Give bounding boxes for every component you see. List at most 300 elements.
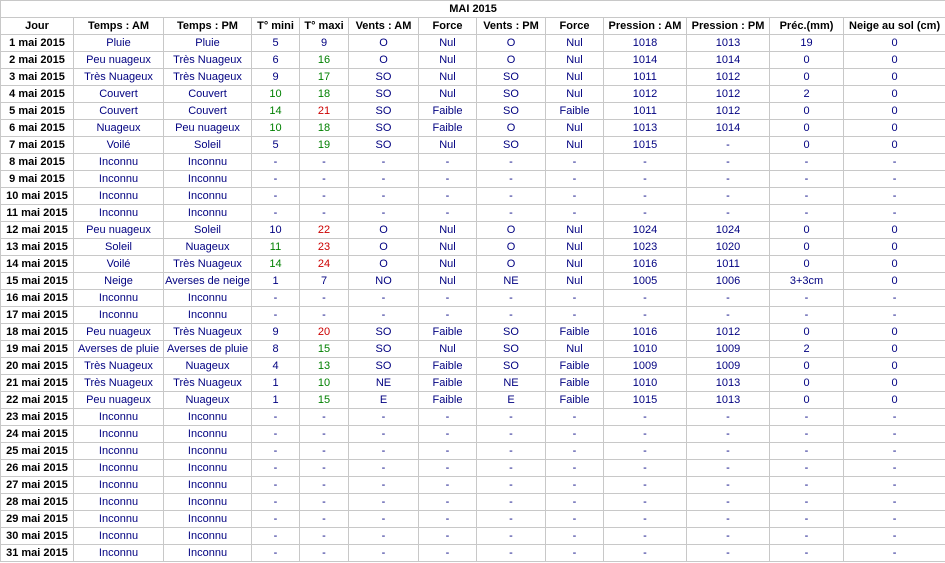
force-pm-cell[interactable]: Nul bbox=[546, 86, 604, 103]
temp-min-cell[interactable]: 9 bbox=[252, 324, 300, 341]
force-pm-cell[interactable]: Nul bbox=[546, 35, 604, 52]
day-cell[interactable]: 24 mai 2015 bbox=[1, 426, 74, 443]
weather-pm-cell[interactable]: Inconnu bbox=[164, 443, 252, 460]
precip-cell[interactable]: - bbox=[770, 154, 844, 171]
weather-pm-cell[interactable]: Inconnu bbox=[164, 426, 252, 443]
weather-am-cell[interactable]: Inconnu bbox=[74, 545, 164, 562]
temp-min-cell[interactable]: 5 bbox=[252, 35, 300, 52]
weather-am-cell[interactable]: Inconnu bbox=[74, 528, 164, 545]
day-cell[interactable]: 21 mai 2015 bbox=[1, 375, 74, 392]
pressure-am-cell[interactable]: - bbox=[604, 511, 687, 528]
temp-max-cell[interactable]: 15 bbox=[300, 341, 349, 358]
day-cell[interactable]: 18 mai 2015 bbox=[1, 324, 74, 341]
wind-pm-cell[interactable]: O bbox=[477, 222, 546, 239]
force-pm-cell[interactable]: - bbox=[546, 188, 604, 205]
precip-cell[interactable]: 0 bbox=[770, 375, 844, 392]
precip-cell[interactable]: 0 bbox=[770, 392, 844, 409]
weather-pm-cell[interactable]: Inconnu bbox=[164, 477, 252, 494]
force-am-cell[interactable]: Faible bbox=[419, 120, 477, 137]
day-cell[interactable]: 25 mai 2015 bbox=[1, 443, 74, 460]
pressure-pm-cell[interactable]: - bbox=[687, 426, 770, 443]
weather-pm-cell[interactable]: Couvert bbox=[164, 103, 252, 120]
force-am-cell[interactable]: Nul bbox=[419, 86, 477, 103]
snow-cell[interactable]: - bbox=[844, 205, 945, 222]
weather-pm-cell[interactable]: Inconnu bbox=[164, 545, 252, 562]
weather-pm-cell[interactable]: Inconnu bbox=[164, 409, 252, 426]
temp-max-cell[interactable]: 18 bbox=[300, 120, 349, 137]
pressure-am-cell[interactable]: - bbox=[604, 545, 687, 562]
force-pm-cell[interactable]: - bbox=[546, 426, 604, 443]
temp-min-cell[interactable]: - bbox=[252, 511, 300, 528]
force-pm-cell[interactable]: - bbox=[546, 477, 604, 494]
precip-cell[interactable]: 0 bbox=[770, 103, 844, 120]
temp-max-cell[interactable]: 21 bbox=[300, 103, 349, 120]
force-am-cell[interactable]: Faible bbox=[419, 375, 477, 392]
pressure-am-cell[interactable]: 1010 bbox=[604, 375, 687, 392]
day-cell[interactable]: 3 mai 2015 bbox=[1, 69, 74, 86]
force-pm-cell[interactable]: - bbox=[546, 528, 604, 545]
snow-cell[interactable]: 0 bbox=[844, 120, 945, 137]
force-am-cell[interactable]: - bbox=[419, 307, 477, 324]
snow-cell[interactable]: 0 bbox=[844, 52, 945, 69]
force-pm-cell[interactable]: - bbox=[546, 460, 604, 477]
day-cell[interactable]: 2 mai 2015 bbox=[1, 52, 74, 69]
wind-am-cell[interactable]: O bbox=[349, 239, 419, 256]
temp-max-cell[interactable]: - bbox=[300, 409, 349, 426]
weather-am-cell[interactable]: Nuageux bbox=[74, 120, 164, 137]
column-header[interactable]: T° maxi bbox=[300, 18, 349, 35]
wind-am-cell[interactable]: - bbox=[349, 307, 419, 324]
snow-cell[interactable]: 0 bbox=[844, 222, 945, 239]
snow-cell[interactable]: - bbox=[844, 188, 945, 205]
pressure-pm-cell[interactable]: 1012 bbox=[687, 103, 770, 120]
force-am-cell[interactable]: Nul bbox=[419, 256, 477, 273]
precip-cell[interactable]: - bbox=[770, 188, 844, 205]
day-cell[interactable]: 30 mai 2015 bbox=[1, 528, 74, 545]
force-am-cell[interactable]: - bbox=[419, 290, 477, 307]
wind-am-cell[interactable]: O bbox=[349, 222, 419, 239]
weather-pm-cell[interactable]: Inconnu bbox=[164, 460, 252, 477]
pressure-am-cell[interactable]: 1011 bbox=[604, 69, 687, 86]
precip-cell[interactable]: - bbox=[770, 205, 844, 222]
force-am-cell[interactable]: - bbox=[419, 494, 477, 511]
force-am-cell[interactable]: - bbox=[419, 154, 477, 171]
weather-am-cell[interactable]: Inconnu bbox=[74, 154, 164, 171]
weather-pm-cell[interactable]: Inconnu bbox=[164, 307, 252, 324]
pressure-pm-cell[interactable]: 1013 bbox=[687, 375, 770, 392]
temp-min-cell[interactable]: 6 bbox=[252, 52, 300, 69]
force-pm-cell[interactable]: - bbox=[546, 494, 604, 511]
snow-cell[interactable]: - bbox=[844, 494, 945, 511]
snow-cell[interactable]: - bbox=[844, 460, 945, 477]
force-am-cell[interactable]: Nul bbox=[419, 273, 477, 290]
pressure-pm-cell[interactable]: 1009 bbox=[687, 358, 770, 375]
column-header[interactable]: Temps : PM bbox=[164, 18, 252, 35]
wind-pm-cell[interactable]: - bbox=[477, 460, 546, 477]
pressure-pm-cell[interactable]: - bbox=[687, 307, 770, 324]
temp-min-cell[interactable]: 1 bbox=[252, 392, 300, 409]
precip-cell[interactable]: 0 bbox=[770, 324, 844, 341]
pressure-pm-cell[interactable]: 1009 bbox=[687, 341, 770, 358]
pressure-pm-cell[interactable]: - bbox=[687, 154, 770, 171]
pressure-am-cell[interactable]: 1012 bbox=[604, 86, 687, 103]
weather-pm-cell[interactable]: Nuageux bbox=[164, 358, 252, 375]
wind-pm-cell[interactable]: SO bbox=[477, 137, 546, 154]
temp-max-cell[interactable]: - bbox=[300, 511, 349, 528]
force-am-cell[interactable]: Faible bbox=[419, 324, 477, 341]
temp-min-cell[interactable]: - bbox=[252, 307, 300, 324]
day-cell[interactable]: 20 mai 2015 bbox=[1, 358, 74, 375]
precip-cell[interactable]: - bbox=[770, 477, 844, 494]
temp-max-cell[interactable]: - bbox=[300, 545, 349, 562]
pressure-am-cell[interactable]: 1024 bbox=[604, 222, 687, 239]
precip-cell[interactable]: 0 bbox=[770, 239, 844, 256]
wind-am-cell[interactable]: E bbox=[349, 392, 419, 409]
weather-am-cell[interactable]: Peu nuageux bbox=[74, 222, 164, 239]
force-am-cell[interactable]: Nul bbox=[419, 35, 477, 52]
wind-pm-cell[interactable]: O bbox=[477, 239, 546, 256]
pressure-pm-cell[interactable]: 1020 bbox=[687, 239, 770, 256]
wind-pm-cell[interactable]: - bbox=[477, 205, 546, 222]
wind-pm-cell[interactable]: - bbox=[477, 426, 546, 443]
precip-cell[interactable]: - bbox=[770, 528, 844, 545]
force-pm-cell[interactable]: - bbox=[546, 205, 604, 222]
weather-am-cell[interactable]: Couvert bbox=[74, 86, 164, 103]
wind-am-cell[interactable]: - bbox=[349, 443, 419, 460]
weather-am-cell[interactable]: Inconnu bbox=[74, 426, 164, 443]
day-cell[interactable]: 14 mai 2015 bbox=[1, 256, 74, 273]
force-pm-cell[interactable]: - bbox=[546, 154, 604, 171]
weather-am-cell[interactable]: Soleil bbox=[74, 239, 164, 256]
precip-cell[interactable]: - bbox=[770, 511, 844, 528]
pressure-pm-cell[interactable]: - bbox=[687, 511, 770, 528]
temp-min-cell[interactable]: - bbox=[252, 494, 300, 511]
wind-pm-cell[interactable]: SO bbox=[477, 358, 546, 375]
weather-am-cell[interactable]: Peu nuageux bbox=[74, 324, 164, 341]
temp-max-cell[interactable]: - bbox=[300, 477, 349, 494]
day-cell[interactable]: 15 mai 2015 bbox=[1, 273, 74, 290]
force-pm-cell[interactable]: Nul bbox=[546, 222, 604, 239]
pressure-am-cell[interactable]: - bbox=[604, 290, 687, 307]
wind-am-cell[interactable]: SO bbox=[349, 120, 419, 137]
weather-pm-cell[interactable]: Peu nuageux bbox=[164, 120, 252, 137]
force-am-cell[interactable]: - bbox=[419, 426, 477, 443]
temp-max-cell[interactable]: 23 bbox=[300, 239, 349, 256]
precip-cell[interactable]: - bbox=[770, 290, 844, 307]
force-am-cell[interactable]: - bbox=[419, 205, 477, 222]
precip-cell[interactable]: - bbox=[770, 409, 844, 426]
temp-min-cell[interactable]: 4 bbox=[252, 358, 300, 375]
temp-min-cell[interactable]: - bbox=[252, 188, 300, 205]
precip-cell[interactable]: - bbox=[770, 171, 844, 188]
weather-pm-cell[interactable]: Très Nuageux bbox=[164, 324, 252, 341]
pressure-am-cell[interactable]: 1018 bbox=[604, 35, 687, 52]
pressure-am-cell[interactable]: 1011 bbox=[604, 103, 687, 120]
snow-cell[interactable]: - bbox=[844, 409, 945, 426]
force-pm-cell[interactable]: Faible bbox=[546, 103, 604, 120]
temp-min-cell[interactable]: 8 bbox=[252, 341, 300, 358]
force-am-cell[interactable]: Nul bbox=[419, 341, 477, 358]
precip-cell[interactable]: - bbox=[770, 443, 844, 460]
temp-min-cell[interactable]: 14 bbox=[252, 256, 300, 273]
temp-max-cell[interactable]: - bbox=[300, 494, 349, 511]
force-am-cell[interactable]: Nul bbox=[419, 69, 477, 86]
column-header[interactable]: Force bbox=[546, 18, 604, 35]
snow-cell[interactable]: - bbox=[844, 545, 945, 562]
snow-cell[interactable]: - bbox=[844, 171, 945, 188]
force-pm-cell[interactable]: Nul bbox=[546, 273, 604, 290]
wind-am-cell[interactable]: - bbox=[349, 477, 419, 494]
temp-min-cell[interactable]: 9 bbox=[252, 69, 300, 86]
weather-pm-cell[interactable]: Inconnu bbox=[164, 154, 252, 171]
weather-am-cell[interactable]: Inconnu bbox=[74, 171, 164, 188]
day-cell[interactable]: 4 mai 2015 bbox=[1, 86, 74, 103]
temp-max-cell[interactable]: - bbox=[300, 426, 349, 443]
temp-max-cell[interactable]: - bbox=[300, 154, 349, 171]
temp-max-cell[interactable]: 13 bbox=[300, 358, 349, 375]
force-pm-cell[interactable]: - bbox=[546, 290, 604, 307]
pressure-pm-cell[interactable]: - bbox=[687, 137, 770, 154]
temp-min-cell[interactable]: - bbox=[252, 477, 300, 494]
temp-min-cell[interactable]: 1 bbox=[252, 273, 300, 290]
weather-am-cell[interactable]: Neige bbox=[74, 273, 164, 290]
weather-pm-cell[interactable]: Très Nuageux bbox=[164, 375, 252, 392]
pressure-pm-cell[interactable]: 1012 bbox=[687, 69, 770, 86]
wind-pm-cell[interactable]: - bbox=[477, 511, 546, 528]
temp-max-cell[interactable]: - bbox=[300, 528, 349, 545]
precip-cell[interactable]: 19 bbox=[770, 35, 844, 52]
snow-cell[interactable]: - bbox=[844, 528, 945, 545]
wind-am-cell[interactable]: - bbox=[349, 188, 419, 205]
precip-cell[interactable]: 0 bbox=[770, 120, 844, 137]
pressure-pm-cell[interactable]: 1014 bbox=[687, 120, 770, 137]
force-am-cell[interactable]: - bbox=[419, 477, 477, 494]
weather-am-cell[interactable]: Inconnu bbox=[74, 460, 164, 477]
day-cell[interactable]: 27 mai 2015 bbox=[1, 477, 74, 494]
pressure-am-cell[interactable]: 1015 bbox=[604, 137, 687, 154]
pressure-am-cell[interactable]: 1015 bbox=[604, 392, 687, 409]
wind-pm-cell[interactable]: O bbox=[477, 52, 546, 69]
weather-pm-cell[interactable]: Nuageux bbox=[164, 392, 252, 409]
force-am-cell[interactable]: - bbox=[419, 443, 477, 460]
column-header[interactable]: Neige au sol (cm) bbox=[844, 18, 945, 35]
temp-max-cell[interactable]: 18 bbox=[300, 86, 349, 103]
snow-cell[interactable]: 0 bbox=[844, 324, 945, 341]
weather-pm-cell[interactable]: Averses de neige bbox=[164, 273, 252, 290]
day-cell[interactable]: 29 mai 2015 bbox=[1, 511, 74, 528]
column-header[interactable]: T° mini bbox=[252, 18, 300, 35]
precip-cell[interactable]: - bbox=[770, 307, 844, 324]
wind-pm-cell[interactable]: - bbox=[477, 443, 546, 460]
pressure-am-cell[interactable]: - bbox=[604, 409, 687, 426]
temp-max-cell[interactable]: 16 bbox=[300, 52, 349, 69]
temp-min-cell[interactable]: - bbox=[252, 290, 300, 307]
precip-cell[interactable]: - bbox=[770, 494, 844, 511]
wind-pm-cell[interactable]: SO bbox=[477, 103, 546, 120]
force-am-cell[interactable]: Nul bbox=[419, 239, 477, 256]
pressure-am-cell[interactable]: 1023 bbox=[604, 239, 687, 256]
wind-am-cell[interactable]: SO bbox=[349, 341, 419, 358]
wind-pm-cell[interactable]: SO bbox=[477, 86, 546, 103]
temp-max-cell[interactable]: - bbox=[300, 188, 349, 205]
snow-cell[interactable]: 0 bbox=[844, 103, 945, 120]
force-pm-cell[interactable]: - bbox=[546, 409, 604, 426]
wind-pm-cell[interactable]: - bbox=[477, 545, 546, 562]
snow-cell[interactable]: - bbox=[844, 307, 945, 324]
weather-pm-cell[interactable]: Inconnu bbox=[164, 528, 252, 545]
temp-min-cell[interactable]: 10 bbox=[252, 222, 300, 239]
snow-cell[interactable]: - bbox=[844, 443, 945, 460]
pressure-am-cell[interactable]: - bbox=[604, 307, 687, 324]
day-cell[interactable]: 31 mai 2015 bbox=[1, 545, 74, 562]
pressure-am-cell[interactable]: 1013 bbox=[604, 120, 687, 137]
wind-pm-cell[interactable]: SO bbox=[477, 69, 546, 86]
pressure-pm-cell[interactable]: - bbox=[687, 409, 770, 426]
force-pm-cell[interactable]: Nul bbox=[546, 52, 604, 69]
precip-cell[interactable]: 0 bbox=[770, 222, 844, 239]
pressure-pm-cell[interactable]: 1012 bbox=[687, 86, 770, 103]
day-cell[interactable]: 17 mai 2015 bbox=[1, 307, 74, 324]
wind-pm-cell[interactable]: - bbox=[477, 528, 546, 545]
temp-max-cell[interactable]: - bbox=[300, 307, 349, 324]
column-header[interactable]: Force bbox=[419, 18, 477, 35]
snow-cell[interactable]: - bbox=[844, 154, 945, 171]
day-cell[interactable]: 6 mai 2015 bbox=[1, 120, 74, 137]
force-am-cell[interactable]: - bbox=[419, 188, 477, 205]
wind-am-cell[interactable]: - bbox=[349, 528, 419, 545]
day-cell[interactable]: 13 mai 2015 bbox=[1, 239, 74, 256]
pressure-pm-cell[interactable]: - bbox=[687, 290, 770, 307]
weather-am-cell[interactable]: Inconnu bbox=[74, 188, 164, 205]
temp-max-cell[interactable]: 7 bbox=[300, 273, 349, 290]
day-cell[interactable]: 11 mai 2015 bbox=[1, 205, 74, 222]
wind-am-cell[interactable]: NO bbox=[349, 273, 419, 290]
temp-max-cell[interactable]: 19 bbox=[300, 137, 349, 154]
force-pm-cell[interactable]: - bbox=[546, 171, 604, 188]
weather-pm-cell[interactable]: Nuageux bbox=[164, 239, 252, 256]
force-am-cell[interactable]: - bbox=[419, 171, 477, 188]
force-pm-cell[interactable]: Nul bbox=[546, 341, 604, 358]
weather-am-cell[interactable]: Inconnu bbox=[74, 443, 164, 460]
day-cell[interactable]: 23 mai 2015 bbox=[1, 409, 74, 426]
force-pm-cell[interactable]: Faible bbox=[546, 392, 604, 409]
temp-max-cell[interactable]: 20 bbox=[300, 324, 349, 341]
force-am-cell[interactable]: - bbox=[419, 409, 477, 426]
precip-cell[interactable]: 0 bbox=[770, 52, 844, 69]
day-cell[interactable]: 28 mai 2015 bbox=[1, 494, 74, 511]
snow-cell[interactable]: 0 bbox=[844, 239, 945, 256]
weather-am-cell[interactable]: Peu nuageux bbox=[74, 52, 164, 69]
day-cell[interactable]: 8 mai 2015 bbox=[1, 154, 74, 171]
precip-cell[interactable]: - bbox=[770, 460, 844, 477]
pressure-am-cell[interactable]: - bbox=[604, 528, 687, 545]
weather-am-cell[interactable]: Très Nuageux bbox=[74, 375, 164, 392]
wind-pm-cell[interactable]: SO bbox=[477, 341, 546, 358]
pressure-pm-cell[interactable]: - bbox=[687, 188, 770, 205]
pressure-pm-cell[interactable]: 1011 bbox=[687, 256, 770, 273]
temp-max-cell[interactable]: - bbox=[300, 290, 349, 307]
wind-pm-cell[interactable]: NE bbox=[477, 375, 546, 392]
precip-cell[interactable]: 0 bbox=[770, 69, 844, 86]
snow-cell[interactable]: - bbox=[844, 477, 945, 494]
wind-am-cell[interactable]: O bbox=[349, 256, 419, 273]
temp-min-cell[interactable]: - bbox=[252, 426, 300, 443]
pressure-am-cell[interactable]: - bbox=[604, 188, 687, 205]
snow-cell[interactable]: 0 bbox=[844, 35, 945, 52]
force-am-cell[interactable]: - bbox=[419, 460, 477, 477]
force-am-cell[interactable]: Faible bbox=[419, 358, 477, 375]
temp-max-cell[interactable]: - bbox=[300, 443, 349, 460]
day-cell[interactable]: 22 mai 2015 bbox=[1, 392, 74, 409]
wind-am-cell[interactable]: O bbox=[349, 52, 419, 69]
pressure-pm-cell[interactable]: - bbox=[687, 494, 770, 511]
precip-cell[interactable]: 0 bbox=[770, 137, 844, 154]
pressure-am-cell[interactable]: 1010 bbox=[604, 341, 687, 358]
day-cell[interactable]: 10 mai 2015 bbox=[1, 188, 74, 205]
pressure-am-cell[interactable]: - bbox=[604, 443, 687, 460]
pressure-am-cell[interactable]: 1016 bbox=[604, 256, 687, 273]
snow-cell[interactable]: 0 bbox=[844, 375, 945, 392]
force-pm-cell[interactable]: Faible bbox=[546, 324, 604, 341]
temp-min-cell[interactable]: 10 bbox=[252, 120, 300, 137]
weather-am-cell[interactable]: Inconnu bbox=[74, 205, 164, 222]
weather-pm-cell[interactable]: Soleil bbox=[164, 137, 252, 154]
wind-am-cell[interactable]: SO bbox=[349, 358, 419, 375]
force-pm-cell[interactable]: Nul bbox=[546, 120, 604, 137]
column-header[interactable]: Vents : PM bbox=[477, 18, 546, 35]
precip-cell[interactable]: 2 bbox=[770, 341, 844, 358]
weather-pm-cell[interactable]: Inconnu bbox=[164, 511, 252, 528]
pressure-am-cell[interactable]: 1014 bbox=[604, 52, 687, 69]
pressure-pm-cell[interactable]: - bbox=[687, 545, 770, 562]
force-pm-cell[interactable]: Faible bbox=[546, 358, 604, 375]
wind-am-cell[interactable]: SO bbox=[349, 137, 419, 154]
temp-min-cell[interactable]: - bbox=[252, 171, 300, 188]
weather-am-cell[interactable]: Inconnu bbox=[74, 494, 164, 511]
pressure-am-cell[interactable]: - bbox=[604, 477, 687, 494]
wind-am-cell[interactable]: - bbox=[349, 290, 419, 307]
weather-am-cell[interactable]: Inconnu bbox=[74, 307, 164, 324]
pressure-am-cell[interactable]: 1005 bbox=[604, 273, 687, 290]
snow-cell[interactable]: 0 bbox=[844, 341, 945, 358]
temp-min-cell[interactable]: 14 bbox=[252, 103, 300, 120]
weather-am-cell[interactable]: Pluie bbox=[74, 35, 164, 52]
force-pm-cell[interactable]: Nul bbox=[546, 137, 604, 154]
weather-pm-cell[interactable]: Très Nuageux bbox=[164, 256, 252, 273]
force-am-cell[interactable]: Faible bbox=[419, 392, 477, 409]
pressure-pm-cell[interactable]: 1014 bbox=[687, 52, 770, 69]
temp-min-cell[interactable]: 5 bbox=[252, 137, 300, 154]
temp-min-cell[interactable]: - bbox=[252, 205, 300, 222]
wind-pm-cell[interactable]: - bbox=[477, 307, 546, 324]
pressure-am-cell[interactable]: - bbox=[604, 154, 687, 171]
wind-pm-cell[interactable]: O bbox=[477, 256, 546, 273]
pressure-pm-cell[interactable]: 1013 bbox=[687, 35, 770, 52]
precip-cell[interactable]: 0 bbox=[770, 256, 844, 273]
snow-cell[interactable]: - bbox=[844, 290, 945, 307]
force-pm-cell[interactable]: - bbox=[546, 511, 604, 528]
day-cell[interactable]: 1 mai 2015 bbox=[1, 35, 74, 52]
temp-max-cell[interactable]: - bbox=[300, 205, 349, 222]
snow-cell[interactable]: 0 bbox=[844, 273, 945, 290]
day-cell[interactable]: 5 mai 2015 bbox=[1, 103, 74, 120]
weather-am-cell[interactable]: Averses de pluie bbox=[74, 341, 164, 358]
wind-pm-cell[interactable]: - bbox=[477, 171, 546, 188]
wind-pm-cell[interactable]: - bbox=[477, 290, 546, 307]
column-header[interactable]: Préc.(mm) bbox=[770, 18, 844, 35]
pressure-am-cell[interactable]: - bbox=[604, 460, 687, 477]
temp-min-cell[interactable]: 10 bbox=[252, 86, 300, 103]
